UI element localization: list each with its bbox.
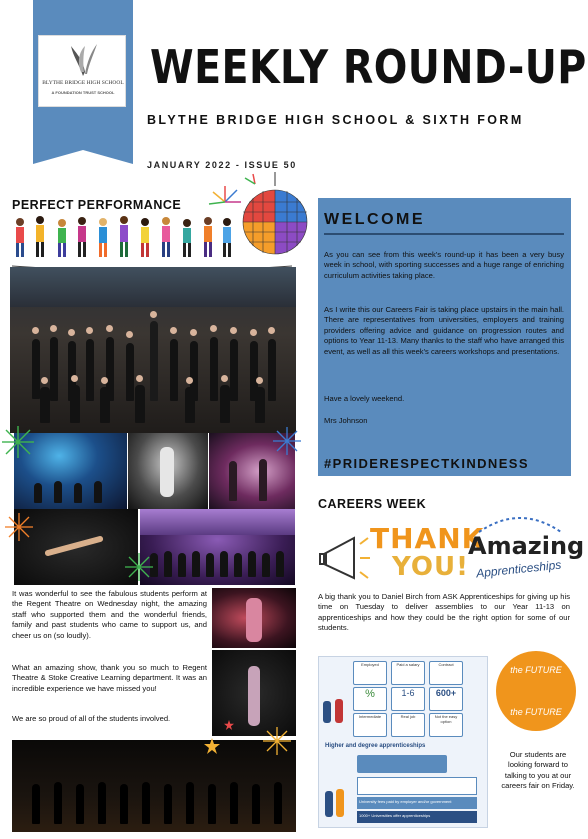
welcome-divider bbox=[324, 233, 564, 235]
poster-banner bbox=[357, 755, 447, 773]
welcome-heading: WELCOME bbox=[324, 211, 426, 228]
perfect-performance-heading: PERFECT PERFORMANCE bbox=[12, 198, 182, 212]
stage-photo-grey bbox=[128, 433, 208, 509]
welcome-paragraph-1: As you can see from this week's round-up it has been a very busy week in school, with sporting successes and a huge range of enriching curriculum activities taking place. bbox=[324, 250, 564, 280]
future-badge bbox=[496, 651, 576, 731]
careers-fair-invite: Our students are looking forward to talking to you at our careers fair on Friday. bbox=[501, 750, 575, 791]
hashtag: #PRIDERESPECTKINDNESS bbox=[324, 456, 529, 471]
firework-icon bbox=[272, 426, 302, 456]
poster-footer-2: 1000+ Universities offer apprenticeships bbox=[357, 811, 477, 823]
poster-icons-row bbox=[357, 777, 477, 795]
poster-footer-1: University fees paid by employer and/or government bbox=[357, 797, 477, 809]
stage-photo-finale bbox=[12, 740, 296, 832]
welcome-paragraph-2: As I write this our Careers Fair is taking place upstairs in the main hall. There are representatives from universities, employers and training providers offering advice and guidance on progression routes and options to Year 11-13. Many thanks to the staff who have arranged this event, as well as all this week's careers workshops and presentations. bbox=[324, 305, 564, 356]
poster-tile-percent: % bbox=[353, 687, 387, 711]
school-logo bbox=[38, 35, 126, 107]
firework-icon bbox=[4, 512, 34, 542]
poster-tile: Paid a salary bbox=[391, 661, 425, 685]
logo-tagline: A FOUNDATION TRUST SCHOOL bbox=[51, 90, 115, 95]
careers-paragraph: A big thank you to Daniel Birch from ASK Apprenticeships for giving up his time on Tuesday to deliver assemblies to our Year 11-13 on apprenticeships and how they could be the right option for some of our students. bbox=[318, 592, 570, 633]
poster-tile: Real job bbox=[391, 713, 425, 737]
page-title: WEEKLY ROUND-UP bbox=[150, 40, 587, 94]
apprenticeships-poster bbox=[318, 656, 488, 828]
group-photo bbox=[10, 267, 296, 433]
poster-tile-years: 1-6 bbox=[391, 687, 425, 711]
welcome-signoff: Mrs Johnson bbox=[324, 416, 368, 425]
you-text: YOU! bbox=[392, 552, 469, 582]
stage-photo-red bbox=[212, 588, 296, 648]
welcome-paragraph-3: Have a lovely weekend. bbox=[324, 394, 405, 403]
star-icon bbox=[224, 720, 234, 730]
poster-tile: Not the easy option bbox=[429, 713, 463, 737]
issue-line: JANUARY 2022 - ISSUE 50 bbox=[147, 160, 297, 170]
performance-paragraph-3: We are so proud of all of the students involved. bbox=[12, 714, 171, 723]
firework-icon bbox=[124, 552, 154, 582]
performance-paragraph-2: What an amazing show, thank you so much to Regent Theatre & Stoke Creative Learning department. It was an incredible experience we have missed you! bbox=[12, 663, 207, 693]
careers-week-heading: CAREERS WEEK bbox=[318, 497, 427, 511]
logo-school-name: BLYTHE BRIDGE HIGH SCHOOL bbox=[42, 80, 124, 86]
amazing-logo-text: Amazing bbox=[468, 532, 585, 560]
poster-people-illustration bbox=[319, 691, 349, 733]
page-subtitle: BLYTHE BRIDGE HIGH SCHOOL & SIXTH FORM bbox=[147, 113, 524, 127]
future-bottom-text: the FUTURE bbox=[510, 707, 562, 717]
future-top-text: the FUTURE bbox=[510, 665, 562, 675]
megaphone-icon bbox=[318, 528, 372, 584]
poster-tile: Employed bbox=[353, 661, 387, 685]
firework-icon bbox=[0, 424, 36, 460]
apprenticeships-logo-text: Apprenticeships bbox=[475, 557, 562, 581]
thank-text: THANK bbox=[370, 522, 485, 555]
poster-people-illustration bbox=[323, 781, 353, 823]
welcome-box bbox=[318, 198, 571, 476]
star-icon bbox=[204, 738, 220, 754]
poster-tile: Contract bbox=[429, 661, 463, 685]
swoosh-logo-icon bbox=[69, 42, 99, 78]
performance-paragraph-1: It was wonderful to see the fabulous students perform at the Regent Theatre on Wednesday night, the amazing staff who supported them and the wonderful friends, family and past students who came to support us, and cheer us on (so loudly). bbox=[12, 589, 207, 640]
poster-tile: Intermediate bbox=[353, 713, 387, 737]
disco-ball-illustration bbox=[185, 172, 315, 264]
group-photo-studio bbox=[140, 509, 295, 585]
firework-icon bbox=[262, 726, 292, 756]
poster-heading: Higher and degree apprenticeships bbox=[325, 743, 426, 749]
poster-tile-600: 600+ bbox=[429, 687, 463, 711]
